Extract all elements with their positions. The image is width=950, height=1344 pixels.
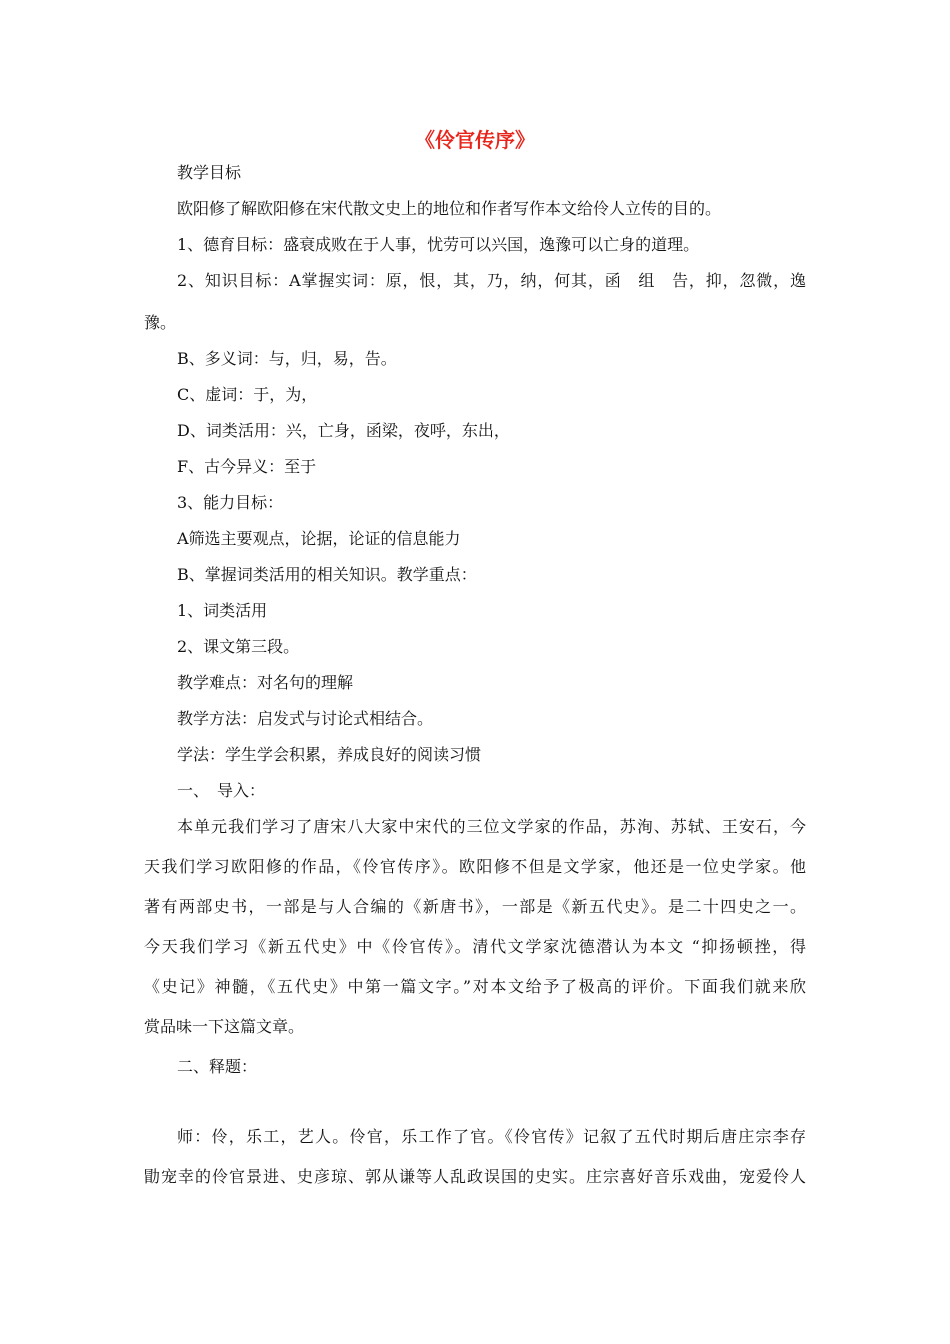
text-line: 1、德育目标：盛衰成败在于人事，忧劳可以兴国，逸豫可以亡身的道理。 [177, 235, 700, 254]
text-line: 著有两部史书，一部是与人合编的《新唐书》，一部是《新五代史》。是二十四史之一。 [144, 897, 806, 916]
text-line: 二、释题： [177, 1057, 258, 1076]
text-line: 1、词类活用 [177, 601, 268, 620]
text-line: C、虚词：于，为， [177, 385, 318, 404]
text-line: 教学方法：启发式与讨论式相结合。 [177, 709, 434, 728]
text-line: 2、课文第三段。 [177, 637, 300, 656]
text-line: A筛选主要观点，论据，论证的信息能力 [177, 529, 461, 548]
text-line: 教学难点：对名句的理解 [177, 673, 354, 692]
text-line: F、古今异义：至于 [177, 457, 317, 476]
text-line: 教学目标 [177, 163, 242, 182]
text-line: 3、能力目标： [177, 493, 284, 512]
text-line: 天我们学习欧阳修的作品，《伶官传序》。欧阳修不但是文学家，他还是一位史学家。他 [144, 857, 806, 876]
text-line: D、词类活用：兴，亡身，函梁，夜呼，东出， [177, 421, 510, 440]
text-line: 本单元我们学习了唐宋八大家中宋代的三位文学家的作品，苏洵、苏轼、王安石，今 [177, 817, 806, 836]
text-line: 2、知识目标：A掌握实词：原，恨，其，乃，纳，何其，函 组 告，抑，忽微，逸 [177, 271, 806, 290]
text-line: 赏品味一下这篇文章。 [144, 1017, 305, 1036]
text-line: 今天我们学习《新五代史》中《伶官传》。清代文学家沈德潜认为本文 “抑扬顿挫，得 [144, 937, 806, 956]
text-line: B、掌握词类活用的相关知识。教学重点： [177, 565, 477, 584]
text-line: 欧阳修了解欧阳修在宋代散文史上的地位和作者写作本文给伶人立传的目的。 [177, 199, 722, 218]
text-line: 《史记》神髓，《五代史》中第一篇文字。”对本文给予了极高的评价。下面我们就来欣 [144, 977, 806, 996]
text-line: 师：伶，乐工，艺人。伶官，乐工作了官。《伶官传》记叙了五代时期后唐庄宗李存 [177, 1127, 806, 1146]
text-line: 豫。 [144, 313, 177, 332]
text-line: B、多义词：与，归，易，告。 [177, 349, 397, 368]
text-line: 一、 导入： [177, 781, 266, 800]
text-line: 勖宠幸的伶官景进、史彦琼、郭从谦等人乱政误国的史实。庄宗喜好音乐戏曲，宠爱伶人 [144, 1167, 806, 1186]
text-line: 学法：学生学会积累，养成良好的阅读习惯 [177, 745, 482, 764]
document-title: 《伶官传序》 [415, 128, 535, 152]
